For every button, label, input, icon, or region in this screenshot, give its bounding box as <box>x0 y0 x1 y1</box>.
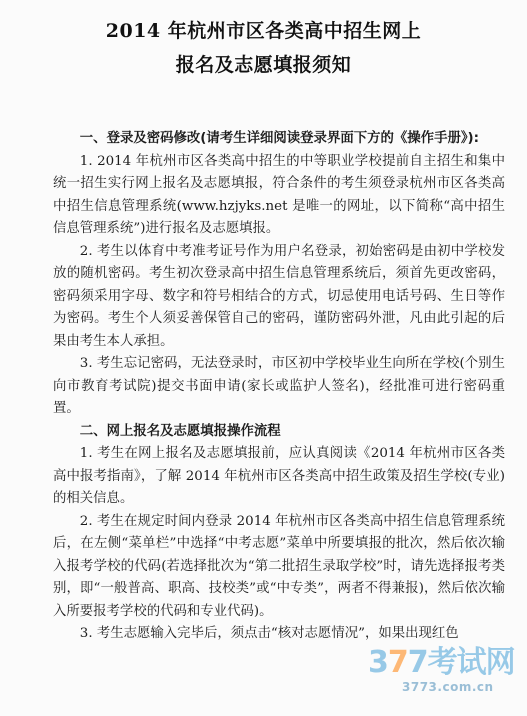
paragraph-process-3: 3. 考生志愿输入完毕后，须点击“核对志愿情况”，如果出现红色 <box>79 626 459 641</box>
title-line-2: 报名及志愿填报须知 <box>175 54 352 76</box>
paragraph-login-2: 2. 考生以体育中考准考证号作为用户名登录，初始密码是由初中学校发放的随机密码。考生初次登录高中招生信息管理系统后，须首先更改密码，密码须采用字母、数字和符号相结合的方式，切忌使用电话号码、生日等作为密码。考生个人须妥善保管自己的密码，谨防密码外泄，凡由此引起的后果由考生本人承担。 <box>53 243 505 349</box>
watermark-brand-accent: 7 <box>387 645 408 680</box>
section-heading-process: 二、网上报名及志愿填报操作流程 <box>79 423 281 439</box>
paragraph-login-3: 3. 考生忘记密码，无法登录时，市区初中学校毕业生向所在学校(个别生向市教育考试院)提交书面申请(家长或监护人签名)，经批准可进行密码重置。 <box>53 356 505 416</box>
section-heading-login: 一、登录及密码修改(请考生详细阅读登录界面下方的《操作手册》): <box>79 131 480 146</box>
title-line-1: 2014 年杭州市区各类高中招生网上 <box>105 20 422 42</box>
document-body <box>53 128 505 646</box>
watermark-url: 3773.com.cn <box>402 680 494 694</box>
paragraph-login-1: 1. 2014 年杭州市区各类高中招生的中等职业学校提前自主招生和集中统一招生实行网上报名及志愿填报，符合条件的考生须登录杭州市区各类高中招生信息管理系统(www.hzjyks.net 是唯一的网址，以下简称“高中招生信息管理系统”)进行报名及志愿填报。 <box>53 153 505 236</box>
document-title <box>0 14 527 82</box>
watermark-brand <box>368 645 515 681</box>
watermark-brand-prefix: 3 <box>368 645 388 680</box>
paragraph-process-1: 1. 考生在网上报名及志愿填报前，应认真阅读《2014 年杭州市区各类高中报考指南》，了解 2014 年杭州市区各类高中招生政策及招生学校(专业)的相关信息。 <box>53 446 505 506</box>
site-watermark-logo <box>368 645 518 701</box>
watermark-brand-suffix: 7考试网 <box>407 645 515 680</box>
paragraph-process-2: 2. 考生在规定时间内登录 2014 年杭州市区各类高中招生信息管理系统后，在左侧“菜单栏”中选择“中考志愿”菜单中所要填报的批次，然后依次输入报考学校的代码(若选择批次为“第二批招生录取学校”时，请先选择报考类别，即“一般普高、职高、技校类”或“中专类”，两者不得兼报)，然后依次输入所要报考学校的代码和专业代码)。 <box>53 513 505 619</box>
